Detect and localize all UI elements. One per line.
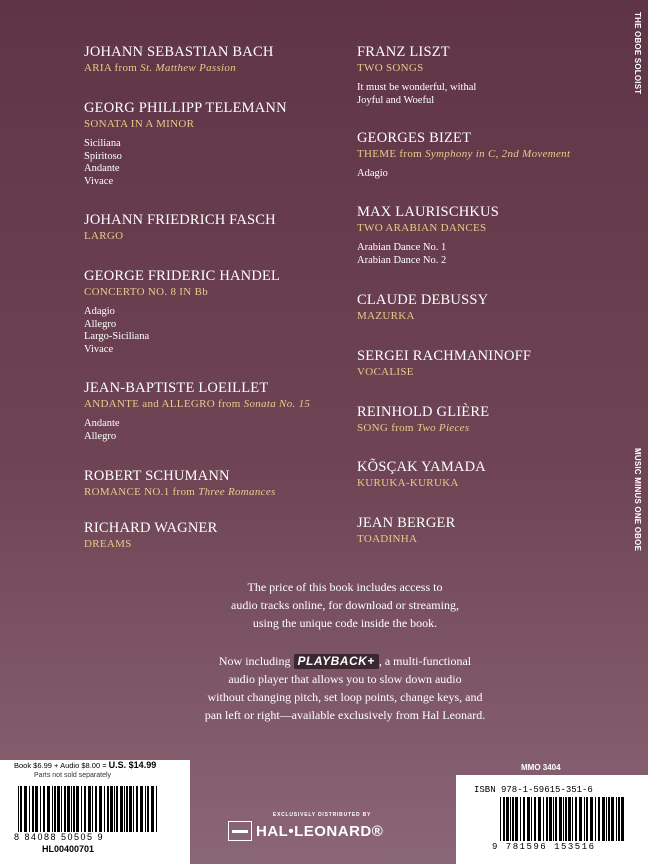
movement-item: Vivace: [84, 343, 114, 355]
movement-item: It must be wonderful, withal: [357, 82, 477, 93]
parts-note: Parts not sold separately: [34, 772, 112, 779]
program-entry: [357, 459, 486, 490]
playback-logo: PLAYBACK+: [294, 654, 379, 669]
movement-item: Arabian Dance No. 2: [357, 254, 447, 266]
work-title-text: ANDANTE and ALLEGRO from: [84, 398, 244, 410]
movement-list: [84, 418, 310, 443]
isbn-barcode: [500, 797, 630, 841]
playback-paragraph: [150, 652, 540, 724]
movement-item: Allegro: [84, 318, 117, 330]
hal-leonard-logo: [228, 820, 383, 842]
work-title-italic: St. Matthew Passion: [140, 62, 237, 74]
composer-name: JEAN-BAPTISTE LOEILLET: [84, 380, 269, 396]
movement-item: Arabian Dance No. 1: [357, 242, 447, 253]
blurb-line: audio tracks online, for download or streaming,: [231, 598, 459, 612]
blurb-line: audio player that allows you to slow down audio: [228, 672, 462, 686]
movement-list: [84, 138, 287, 188]
program-entry: [357, 44, 476, 107]
work-title-italic: Sonata No. 15: [243, 398, 311, 410]
movement-item: Spiritoso: [84, 150, 122, 162]
hl-item-code: HL00400701: [42, 844, 95, 854]
blurb-line: [150, 652, 540, 670]
work-title-text: ARIA from: [84, 62, 141, 74]
program-entry: [357, 292, 488, 323]
work-title: [84, 537, 217, 551]
composer-name: REINHOLD GLIÈRE: [357, 404, 490, 420]
isbn-number: ISBN 978-1-59615-351-6: [474, 785, 593, 795]
work-title-text: TWO ARABIAN DANCES: [357, 222, 487, 234]
distributor-label: EXCLUSIVELY DISTRIBUTED BY: [272, 812, 372, 818]
composer-name: RICHARD WAGNER: [84, 520, 218, 536]
movement-list: [357, 242, 499, 267]
price-total: U.S. $14.99: [108, 760, 157, 770]
price-line: [14, 760, 156, 770]
composer-name: MAX LAURISCHKUS: [357, 204, 499, 220]
composer-name: GEORGES BIZET: [357, 130, 472, 146]
work-title: [84, 61, 274, 75]
work-title-text: THEME from: [357, 148, 426, 160]
program-entry: [84, 380, 310, 443]
mmo-catalog-code: MMO 3404: [521, 763, 561, 772]
isbn-box: [456, 775, 648, 864]
work-title: [84, 117, 287, 131]
work-title: [357, 421, 489, 435]
upc-barcode: [18, 786, 166, 832]
movement-item: Siciliana: [84, 138, 121, 149]
movement-item: Adagio: [84, 306, 115, 317]
work-title: [357, 365, 531, 379]
work-title: [357, 476, 486, 490]
work-title-text: LARGO: [84, 230, 124, 242]
work-title: [357, 221, 499, 235]
work-title-text: SONATA IN A MINOR: [84, 118, 195, 130]
work-title-italic: Two Pieces: [416, 422, 470, 434]
work-title: [357, 61, 476, 75]
blurb-line: using the unique code inside the book.: [252, 616, 438, 630]
work-title-text: KURUKA-KURUKA: [357, 477, 459, 489]
work-title: [84, 229, 276, 243]
composer-name: CLAUDE DEBUSSY: [357, 292, 489, 308]
program-entry: [357, 515, 455, 546]
work-title-text: VOCALISE: [357, 366, 414, 378]
work-title-text: TOADINHA: [357, 533, 418, 545]
work-title-text: MAZURKA: [357, 310, 415, 322]
movement-item: Largo-Siciliana: [84, 331, 150, 342]
movement-list: [84, 306, 280, 356]
composer-name: GEORG PHILLIPP TELEMANN: [84, 100, 287, 116]
work-title: [84, 485, 276, 499]
work-title-text: CONCERTO NO. 8 IN Bb: [84, 286, 209, 298]
movement-item: Andante: [84, 418, 120, 429]
composer-name: JEAN BERGER: [357, 515, 456, 531]
blurb-line: pan left or right—available exclusively from Hal Leonard.: [204, 708, 486, 722]
spine-title-top: THE OBOE SOLOIST: [633, 12, 642, 95]
work-title-italic: Symphony in C, 2nd Movement: [425, 148, 571, 160]
work-title-text: TWO SONGS: [357, 62, 424, 74]
composer-name: ROBERT SCHUMANN: [84, 468, 230, 484]
hal-leonard-wordmark: HAL•LEONARD®: [256, 822, 384, 840]
program-entry: [84, 212, 276, 243]
movement-item: Allegro: [84, 430, 117, 442]
upc-digits: 8 84088 50505 9: [14, 832, 105, 842]
work-title: [84, 397, 310, 411]
work-title: [357, 309, 488, 323]
work-title: [84, 285, 280, 299]
program-entry: [84, 268, 280, 356]
program-entry: [84, 468, 276, 499]
movement-item: Andante: [84, 163, 120, 174]
program-entry: [357, 404, 489, 435]
program-entry: [357, 130, 570, 181]
program-entry: [84, 44, 274, 75]
program-entry: [84, 520, 217, 551]
movement-item: Joyful and Woeful: [357, 94, 435, 106]
composer-name: KÕSÇAK YAMADA: [357, 459, 486, 475]
audio-access-paragraph: [150, 578, 540, 632]
composer-name: FRANZ LISZT: [357, 44, 450, 60]
composer-name: JOHANN FRIEDRICH FASCH: [84, 212, 276, 228]
movement-list: [357, 82, 476, 107]
work-title-text: DREAMS: [84, 538, 132, 550]
price-breakdown: Book $6.99 + Audio $8.00 =: [14, 761, 109, 770]
blurb-line: without changing pitch, set loop points, change keys, and: [207, 690, 483, 704]
work-title-text: ROMANCE NO.1 from: [84, 486, 199, 498]
price-box: [0, 760, 190, 864]
work-title: [357, 532, 455, 546]
blurb-prefix: Now including: [218, 654, 294, 668]
program-entry: [357, 204, 499, 267]
blurb-line: The price of this book includes access to: [247, 580, 443, 594]
composer-name: SERGEI RACHMANINOFF: [357, 348, 532, 364]
work-title: [357, 147, 570, 161]
program-entry: [357, 348, 531, 379]
movement-item: Adagio: [357, 168, 388, 179]
work-title-italic: Three Romances: [198, 486, 276, 498]
work-title-text: SONG from: [357, 422, 417, 434]
program-entry: [84, 100, 287, 188]
spine-title-bottom: MUSIC MINUS ONE OBOE: [633, 448, 642, 552]
isbn-digits: 9 781596 153516: [492, 842, 596, 852]
hal-leonard-mark-icon: [228, 821, 252, 841]
blurb-suffix: , a multi-functional: [378, 654, 472, 668]
movement-item: Vivace: [84, 175, 114, 187]
composer-name: JOHANN SEBASTIAN BACH: [84, 44, 274, 60]
movement-list: [357, 168, 570, 181]
composer-name: GEORGE FRIDERIC HANDEL: [84, 268, 281, 284]
